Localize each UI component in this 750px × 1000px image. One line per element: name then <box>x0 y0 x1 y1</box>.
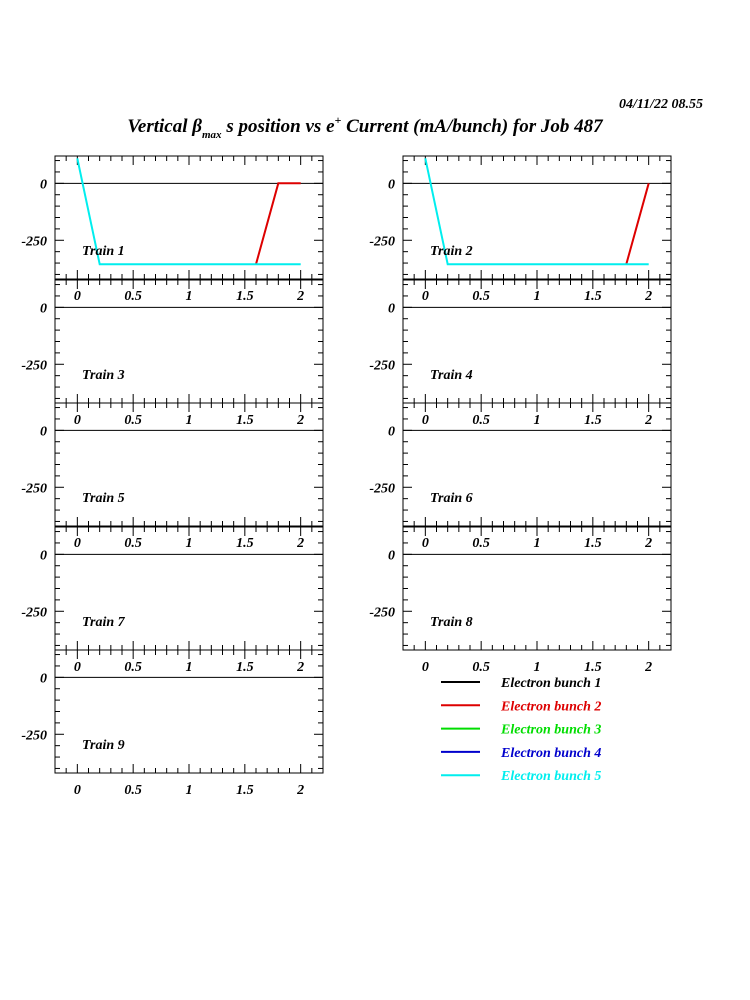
x-tick-label: 2 <box>645 289 653 304</box>
x-tick-label: 1 <box>185 289 193 304</box>
x-tick-label: 2 <box>645 413 653 428</box>
x-tick-label: 2 <box>297 783 305 798</box>
legend-label: Electron bunch 5 <box>501 769 602 785</box>
y-tick-label: 0 <box>40 548 47 564</box>
panel-label: Train 4 <box>430 368 473 383</box>
series-line <box>256 183 301 264</box>
y-tick-label: -250 <box>21 728 47 744</box>
panel-label: Train 3 <box>82 368 125 383</box>
x-tick-label: 1.5 <box>584 289 602 304</box>
x-tick-label: 0 <box>73 783 81 798</box>
x-tick-label: 1 <box>533 289 541 304</box>
title-prefix: Vertical β <box>127 116 202 137</box>
x-tick-label: 0 <box>421 413 429 428</box>
y-tick-label: -250 <box>369 605 395 621</box>
x-tick-label: 0.5 <box>472 660 490 675</box>
x-tick-label: 1 <box>533 413 541 428</box>
title-suffix: Current (mA/bunch) for Job 487 <box>341 116 603 137</box>
x-tick-label: 2 <box>297 413 305 428</box>
y-tick-label: -250 <box>369 481 395 497</box>
y-tick-label: 0 <box>40 424 47 440</box>
x-tick-label: 0.5 <box>124 289 142 304</box>
y-tick-label: 0 <box>388 301 395 317</box>
x-tick-label: 2 <box>297 289 305 304</box>
x-tick-label: 1 <box>185 413 193 428</box>
x-tick-label: 1.5 <box>236 536 254 551</box>
x-tick-label: 0.5 <box>124 660 142 675</box>
x-tick-label: 0.5 <box>124 783 142 798</box>
legend <box>441 676 601 784</box>
x-tick-label: 1 <box>533 536 541 551</box>
x-tick-label: 2 <box>645 660 653 675</box>
legend-label: Electron bunch 3 <box>501 722 602 738</box>
x-tick-label: 0.5 <box>472 289 490 304</box>
panel-label: Train 2 <box>430 244 473 259</box>
panel-train-8 <box>369 527 671 675</box>
series-line <box>626 183 648 264</box>
y-tick-label: -250 <box>21 605 47 621</box>
x-tick-label: 0 <box>73 413 81 428</box>
x-tick-label: 1 <box>533 660 541 675</box>
panel-frame <box>403 156 671 279</box>
x-tick-label: 0.5 <box>472 536 490 551</box>
x-tick-label: 1 <box>185 660 193 675</box>
y-tick-label: 0 <box>40 177 47 193</box>
y-tick-label: -250 <box>21 481 47 497</box>
legend-label: Electron bunch 2 <box>501 699 602 715</box>
y-tick-label: 0 <box>388 177 395 193</box>
x-tick-label: 2 <box>645 536 653 551</box>
x-tick-label: 0 <box>73 289 81 304</box>
panel-label: Train 7 <box>82 615 125 630</box>
x-tick-label: 1.5 <box>236 289 254 304</box>
x-tick-label: 0.5 <box>124 536 142 551</box>
legend-label: Electron bunch 1 <box>501 676 602 691</box>
x-tick-label: 1.5 <box>236 660 254 675</box>
datetime-stamp: 04/11/22 08.55 <box>618 97 703 112</box>
y-tick-label: -250 <box>21 358 47 374</box>
y-tick-label: 0 <box>388 424 395 440</box>
title-subscript: max <box>202 129 222 141</box>
x-tick-label: 2 <box>297 660 305 675</box>
x-tick-label: 0 <box>73 536 81 551</box>
x-tick-label: 1.5 <box>584 413 602 428</box>
panel-frame <box>55 156 323 279</box>
x-tick-label: 1.5 <box>236 783 254 798</box>
x-tick-label: 0 <box>421 536 429 551</box>
x-tick-label: 1 <box>185 536 193 551</box>
x-tick-label: 1.5 <box>584 660 602 675</box>
x-tick-label: 0 <box>421 660 429 675</box>
panel-train-9 <box>21 650 323 798</box>
legend-label: Electron bunch 4 <box>501 745 602 761</box>
x-tick-label: 0.5 <box>472 413 490 428</box>
y-tick-label: 0 <box>388 548 395 564</box>
y-tick-label: 0 <box>40 671 47 687</box>
panel-label: Train 5 <box>82 491 125 506</box>
x-tick-label: 2 <box>297 536 305 551</box>
y-tick-label: -250 <box>369 234 395 250</box>
x-tick-label: 1 <box>185 783 193 798</box>
title-middle: s position vs e <box>221 116 335 137</box>
x-tick-label: 1.5 <box>236 413 254 428</box>
y-tick-label: -250 <box>21 234 47 250</box>
figure-title <box>127 113 604 141</box>
panel-label: Train 6 <box>430 491 473 506</box>
title-superscript: + <box>334 113 342 127</box>
y-tick-label: 0 <box>40 301 47 317</box>
panel-label: Train 8 <box>430 615 473 630</box>
x-tick-label: 1.5 <box>584 536 602 551</box>
x-tick-label: 0 <box>421 289 429 304</box>
x-tick-label: 0 <box>73 660 81 675</box>
x-tick-label: 0.5 <box>124 413 142 428</box>
panel-label: Train 1 <box>82 244 125 259</box>
panel-label: Train 9 <box>82 738 125 753</box>
y-tick-label: -250 <box>369 358 395 374</box>
